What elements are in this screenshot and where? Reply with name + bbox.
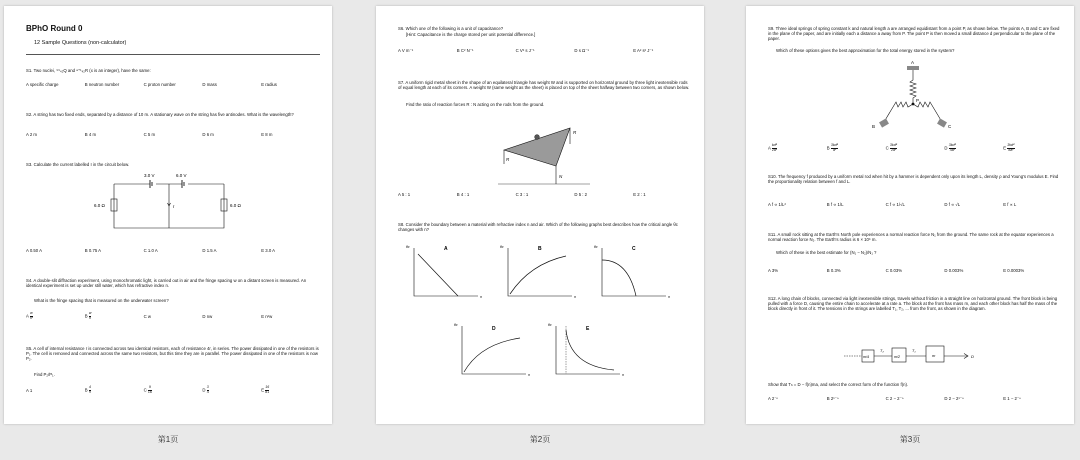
s3-option-a: A 0.50 A <box>26 248 43 253</box>
s9-option-a: A $\frac{\text{kd⁴}}{\text{2a²}}$ <box>768 143 778 152</box>
s12-option-e: E 1 − 2⁻ⁿ <box>1003 396 1021 401</box>
s9-label-c: C <box>948 124 952 129</box>
s9-springs-diagram <box>870 60 956 138</box>
s12-block-quarter: m/4 <box>863 355 869 359</box>
s9-option-b: B $\frac{\text{3kd⁴}}{\text{a²}}$ <box>826 143 839 152</box>
s4-option-a: A $\frac{w}{\text{n²}}$ <box>26 311 34 320</box>
s8-graph-d <box>454 320 534 382</box>
s5-option-c: C $\frac{9}{16}$ <box>143 385 152 394</box>
question-s6-hint: [Hint: Capacitance is the charge stored per unit potential difference.] <box>406 32 536 37</box>
s3-options <box>26 248 320 253</box>
question-s12-part2: Show that Tₙ = D − f(n)ma, and select the correct form of the function f(n). <box>768 382 909 387</box>
s8-graph-d-label: D <box>492 326 496 332</box>
s1-option-e: E radius <box>261 82 277 87</box>
s2-option-b: B 4 m <box>84 132 97 137</box>
s6-options <box>398 48 692 54</box>
s1-option-b: B neutron number <box>84 82 120 87</box>
s8-graph-a-yaxis: θc <box>406 245 410 249</box>
question-s7: S7. A uniform rigid metal sheet in the shape of an equilateral triangle has weight W and is supported on horizontal ground by three light inextensible rods of equal length at each of its corners. A weight W (same weight as the sheet) is placed on top of the sheet halfway between two corners, as shown below. <box>398 80 690 91</box>
s8-graph-b <box>500 242 580 304</box>
s8-graph-c-yaxis: θc <box>594 245 598 249</box>
s10-options <box>768 202 1062 208</box>
s11-option-a: A 3% <box>768 268 779 273</box>
s7-option-c: C 3 : 1 <box>515 192 529 197</box>
title-rule <box>26 54 320 55</box>
s11-option-c: C 0.03% <box>885 268 903 273</box>
s9-option-e: E $\frac{\text{3kd⁴}}{\text{8a²}}$ <box>1003 143 1015 152</box>
question-s8: S8. Consider the boundary between a material with refractive index n and air. Which of the following graphs best describes how the critical angle θc changes with n? <box>398 222 678 233</box>
s8-graph-a-xaxis: n <box>480 295 482 299</box>
question-s11-part2: Which of these is the best estimate for (N₁ − N₂)/N₁ ? <box>776 250 877 255</box>
s3-option-d: D 1.5 A <box>202 248 217 253</box>
s12-block-half: m/2 <box>894 355 900 359</box>
s5-option-d: D $\frac{3}{4}$ <box>202 385 209 394</box>
s7-option-e: E 2 : 1 <box>633 192 646 197</box>
s2-option-e: E 8 m <box>261 132 273 137</box>
s2-option-c: C 5 m <box>143 132 156 137</box>
question-s7-part2: Find the ratio of reaction forces R : N acting on the rods from the ground. <box>406 102 545 107</box>
question-s3: S3. Calculate the current labelled I in the circuit below. <box>26 162 130 167</box>
s12-option-c: C 2 − 2⁻ⁿ <box>885 396 904 401</box>
s8-graph-e-xaxis: n <box>622 373 624 377</box>
s9-option-d: D $\frac{\text{3kd⁴}}{\text{4a²}}$ <box>944 143 957 152</box>
s7-label-r-right: R <box>573 130 577 135</box>
s9-label-p: P <box>916 98 920 103</box>
s7-triangle-diagram <box>494 114 594 188</box>
s6-option-b: B C² N⁻¹ <box>456 48 474 53</box>
s9-label-b: B <box>872 124 876 129</box>
s3-option-e: E 3.0 A <box>261 248 276 253</box>
s12-options <box>768 396 1062 402</box>
s3-option-c: C 1.0 A <box>143 248 158 253</box>
s12-option-d: D 2 − 2¹⁻ⁿ <box>944 396 964 401</box>
s2-option-d: D 6 m <box>202 132 214 137</box>
s10-option-c: C f ∝ 1/√L <box>885 202 905 207</box>
s10-option-d: D f ∝ √L <box>944 202 961 207</box>
s12-blocks-diagram <box>842 338 982 366</box>
s6-option-c: C V² s J⁻¹ <box>515 48 535 53</box>
s12-tension-t1: T₁ <box>912 349 916 353</box>
page-2 <box>376 6 704 424</box>
s1-option-d: D mass <box>202 82 217 87</box>
s7-options <box>398 192 692 197</box>
s7-option-d: D 5 : 2 <box>574 192 588 197</box>
s7-label-n: N <box>559 174 563 179</box>
s8-graph-c <box>594 242 674 304</box>
question-s2: S2. A string has two fixed ends, separated by a distance of 10 m. A stationary wave on the string has five antinodes. What is the wavelength? <box>26 112 294 117</box>
s8-graph-c-label: C <box>632 246 636 252</box>
s10-option-e: E f ∝ L <box>1003 202 1017 207</box>
s2-options <box>26 132 320 137</box>
s9-option-c: C $\frac{\text{3kd⁴}}{\text{2a²}}$ <box>885 143 898 152</box>
s11-option-d: D 0.003% <box>944 268 964 273</box>
page-1 <box>4 6 332 424</box>
s6-option-a: A V m⁻¹ <box>398 48 414 53</box>
s12-tension-t2: T₂ <box>880 349 884 353</box>
s8-graph-a-label: A <box>444 246 448 252</box>
s8-graph-c-xaxis: n <box>668 295 670 299</box>
s9-label-a: A <box>911 60 915 65</box>
question-s4: S4. A double-slit diffraction experiment, using monochromatic light, is carried out in air and the fringe spacing w on a distant screen is measured. An identical experiment is set up under still water, which has refractive index n. <box>26 278 307 289</box>
s7-option-b: B 4 : 1 <box>456 192 470 197</box>
question-s5: S5. A cell of internal resistance r is connected across two identical resistors, each of resistance 4r, in series. The power dissipated in one of the resistors is P₁. The cell is removed and connected across the same two resistors, but this time they are in parallel. The power dissipated in one of the resistors is now P₂. <box>26 346 319 362</box>
question-s5-part2: Find P₂/P₁. <box>34 372 55 377</box>
question-s11: S11. A small rock sitting at the Earth's North pole experiences a normal reaction force N₁ from the ground. The same rock at the equator experiences a normal reaction force N₂. The Earth's radius is 6 × 10⁶ m. <box>768 232 1054 243</box>
s11-options <box>768 268 1062 273</box>
question-s10: S10. The frequency f produced by a uniform metal rod when hit by a hammer is dependent only upon its length L, density ρ and Young's modulus E. Find the proportionality relation between f and L. <box>768 174 1059 185</box>
s4-options <box>26 312 320 321</box>
s6-option-d: D s Ω⁻¹ <box>574 48 589 53</box>
s3-current-label: I <box>173 204 175 209</box>
s12-force-d: D <box>971 354 974 359</box>
document-subtitle: 12 Sample Questions (non-calculator) <box>34 40 127 46</box>
s4-option-b: B $\frac{w}{n}$ <box>84 311 92 320</box>
s4-option-e: E n²w <box>261 313 273 319</box>
s8-graph-e-yaxis: θc <box>548 323 552 327</box>
s8-graph-b-xaxis: n <box>574 295 576 299</box>
document-title: BPhO Round 0 <box>26 24 83 33</box>
page-number-3[interactable]: 第3页 <box>899 435 921 444</box>
s5-option-a: A 1 <box>26 387 33 393</box>
s1-options <box>26 82 320 87</box>
s5-option-b: B $\frac{4}{9}$ <box>84 385 91 394</box>
question-s12: S12. A long chain of blocks, connected via light inextensible strings, travels without friction in a straight line on horizontal ground. The front block is being pulled with a force D, causing the entire chain to accelerate at a rate a. The block at the front has mass m, and each other block has half the mass of the block directly in front of it. The tensions in the strings are labelled T₁, T₂, ... from the front, as shown in the diagram. <box>768 296 1058 312</box>
s8-graph-e <box>548 320 628 382</box>
page-number-1[interactable]: 第1页 <box>157 435 179 444</box>
page-3 <box>746 6 1074 424</box>
s12-option-a: A 2⁻ⁿ <box>768 396 779 401</box>
s1-option-c: C proton number <box>143 82 176 87</box>
question-s4-part2: What is the fringe spacing that is measured on the underwater screen? <box>34 298 169 303</box>
s3-r1-label: 6.0 Ω <box>94 203 105 208</box>
question-s9: S9. Three ideal springs of spring constant k and natural length a are arranged equidistant from a point P, as shown below. The points A, B and C are fixed in the plane of the paper, and are initially each a distance a away from P. The point P is then moved a small distance d perpendicular to the plane of the paper. <box>768 26 1060 42</box>
s2-option-a: A 2 m <box>26 132 37 137</box>
s7-option-a: A 5 : 1 <box>398 192 411 197</box>
s3-v2-label: 6.0 V <box>176 173 187 178</box>
s8-graph-d-yaxis: θc <box>454 323 458 327</box>
question-s6: S6. Which one of the following is a unit of capacitance? <box>398 26 504 31</box>
s8-graph-b-yaxis: θc <box>500 245 504 249</box>
s3-option-b: B 0.75 A <box>84 248 102 253</box>
s8-graph-d-xaxis: n <box>528 373 530 377</box>
s10-option-a: A f ∝ 1/L² <box>768 202 786 207</box>
question-s1: S1. Two nuclei, ⁹⁹₄₂Q and ᵃ⁺¹₄₂R (x is an integer), have the same: <box>26 68 151 73</box>
s3-circuit-diagram <box>94 172 244 234</box>
s8-graph-b-label: B <box>538 246 542 252</box>
page-number-2[interactable]: 第2页 <box>529 435 551 444</box>
s12-block-m: m <box>932 353 936 358</box>
s4-option-d: D nw <box>202 313 213 319</box>
s3-r2-label: 6.0 Ω <box>230 203 241 208</box>
s8-graph-e-label: E <box>586 326 590 332</box>
s6-option-e: E A² s² J⁻¹ <box>633 48 654 53</box>
s7-label-r-left: R <box>506 157 510 162</box>
s4-option-c: C w <box>143 313 151 319</box>
s3-v1-label: 3.0 V <box>144 173 155 178</box>
s11-option-e: E 0.0003% <box>1003 268 1025 273</box>
s8-graph-a <box>406 242 486 304</box>
s11-option-b: B 0.3% <box>826 268 841 273</box>
s1-option-a: A specific charge <box>26 82 59 87</box>
question-s9-part2: Which of these options gives the best approximation for the total energy stored in the system? <box>776 48 955 53</box>
s5-option-e: E $\frac{16}{81}$ <box>261 385 270 394</box>
s9-options <box>768 144 1062 153</box>
s5-options <box>26 386 320 395</box>
s12-option-b: B 2¹⁻ⁿ <box>826 396 839 401</box>
s10-option-b: B f ∝ 1/L <box>826 202 844 207</box>
